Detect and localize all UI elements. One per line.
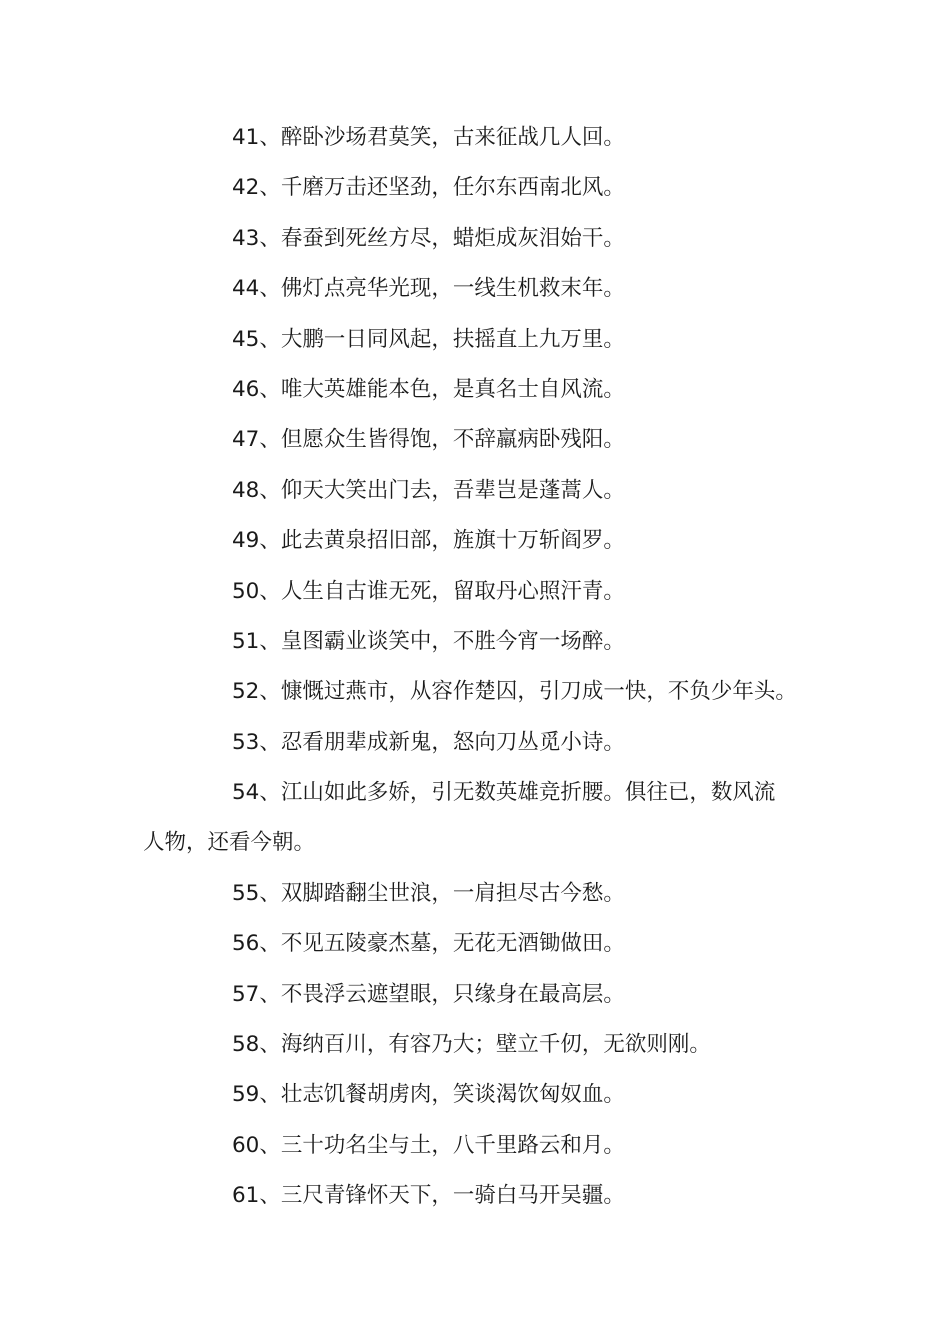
list-item	[0, 970, 950, 1020]
list-item-text: 47、但愿众生皆得饱，不辞羸病卧残阳。	[232, 427, 625, 453]
list-item	[0, 214, 950, 264]
list-item-text: 61、三尺青锋怀天下，一骑白马开吴疆。	[232, 1183, 625, 1209]
list-item	[0, 1171, 950, 1221]
list-item	[0, 667, 950, 717]
list-item-text: 49、此去黄泉招旧部，旌旗十万斩阎罗。	[232, 528, 625, 554]
list-item	[0, 264, 950, 314]
list-item-text: 48、仰天大笑出门去，吾辈岂是蓬蒿人。	[232, 477, 625, 503]
list-item-continuation	[0, 818, 950, 868]
list-item-text: 41、醉卧沙场君莫笑，古来征战几人回。	[232, 125, 625, 150]
list-item	[0, 1020, 950, 1070]
list-item	[0, 113, 950, 163]
list-item-text: 58、海纳百川，有容乃大；壁立千仞，无欲则刚。	[232, 1032, 711, 1058]
list-item-text: 人物，还看今朝。	[143, 830, 316, 856]
list-item	[0, 869, 950, 919]
list-item-text: 43、春蚕到死丝方尽，蜡炬成灰泪始干。	[232, 225, 625, 251]
list-item-text: 44、佛灯点亮华光现，一线生机救末年。	[232, 276, 625, 302]
list-item	[0, 163, 950, 213]
list-item	[0, 1121, 950, 1171]
list-item	[0, 466, 950, 516]
list-item-text: 55、双脚踏翻尘世浪，一肩担尽古今愁。	[232, 880, 625, 906]
list-item	[0, 567, 950, 617]
list-item	[0, 1070, 950, 1120]
list-item-text: 56、不见五陵豪杰墓，无花无酒锄做田。	[232, 931, 625, 957]
list-item	[0, 315, 950, 365]
list-item	[0, 415, 950, 465]
list-item-text: 50、人生自古谁无死，留取丹心照汗青。	[232, 578, 625, 604]
list-item-text: 45、大鹏一日同风起，扶摇直上九万里。	[232, 326, 625, 352]
quote-list	[0, 113, 950, 1222]
list-item	[0, 365, 950, 415]
list-item-text: 42、千磨万击还坚劲，任尔东西南北风。	[232, 175, 625, 201]
list-item	[0, 768, 950, 818]
list-item-text: 57、不畏浮云遮望眼，只缘身在最高层。	[232, 981, 625, 1007]
list-item-text: 60、三十功名尘与土，八千里路云和月。	[232, 1132, 625, 1158]
list-item-text: 53、忍看朋辈成新鬼，怒向刀丛觅小诗。	[232, 729, 625, 755]
list-item-text: 51、皇图霸业谈笑中，不胜今宵一场醉。	[232, 628, 625, 654]
list-item	[0, 617, 950, 667]
list-item	[0, 718, 950, 768]
list-item	[0, 919, 950, 969]
list-item-text: 59、壮志饥餐胡虏肉，笑谈渴饮匈奴血。	[232, 1082, 625, 1108]
list-item-text: 52、慷慨过燕市，从容作楚囚，引刀成一快，不负少年头。	[232, 679, 797, 705]
list-item-text: 46、唯大英雄能本色，是真名士自风流。	[232, 376, 625, 402]
list-item	[0, 516, 950, 566]
list-item-text: 54、江山如此多娇，引无数英雄竞折腰。俱往已，数风流	[232, 780, 776, 806]
